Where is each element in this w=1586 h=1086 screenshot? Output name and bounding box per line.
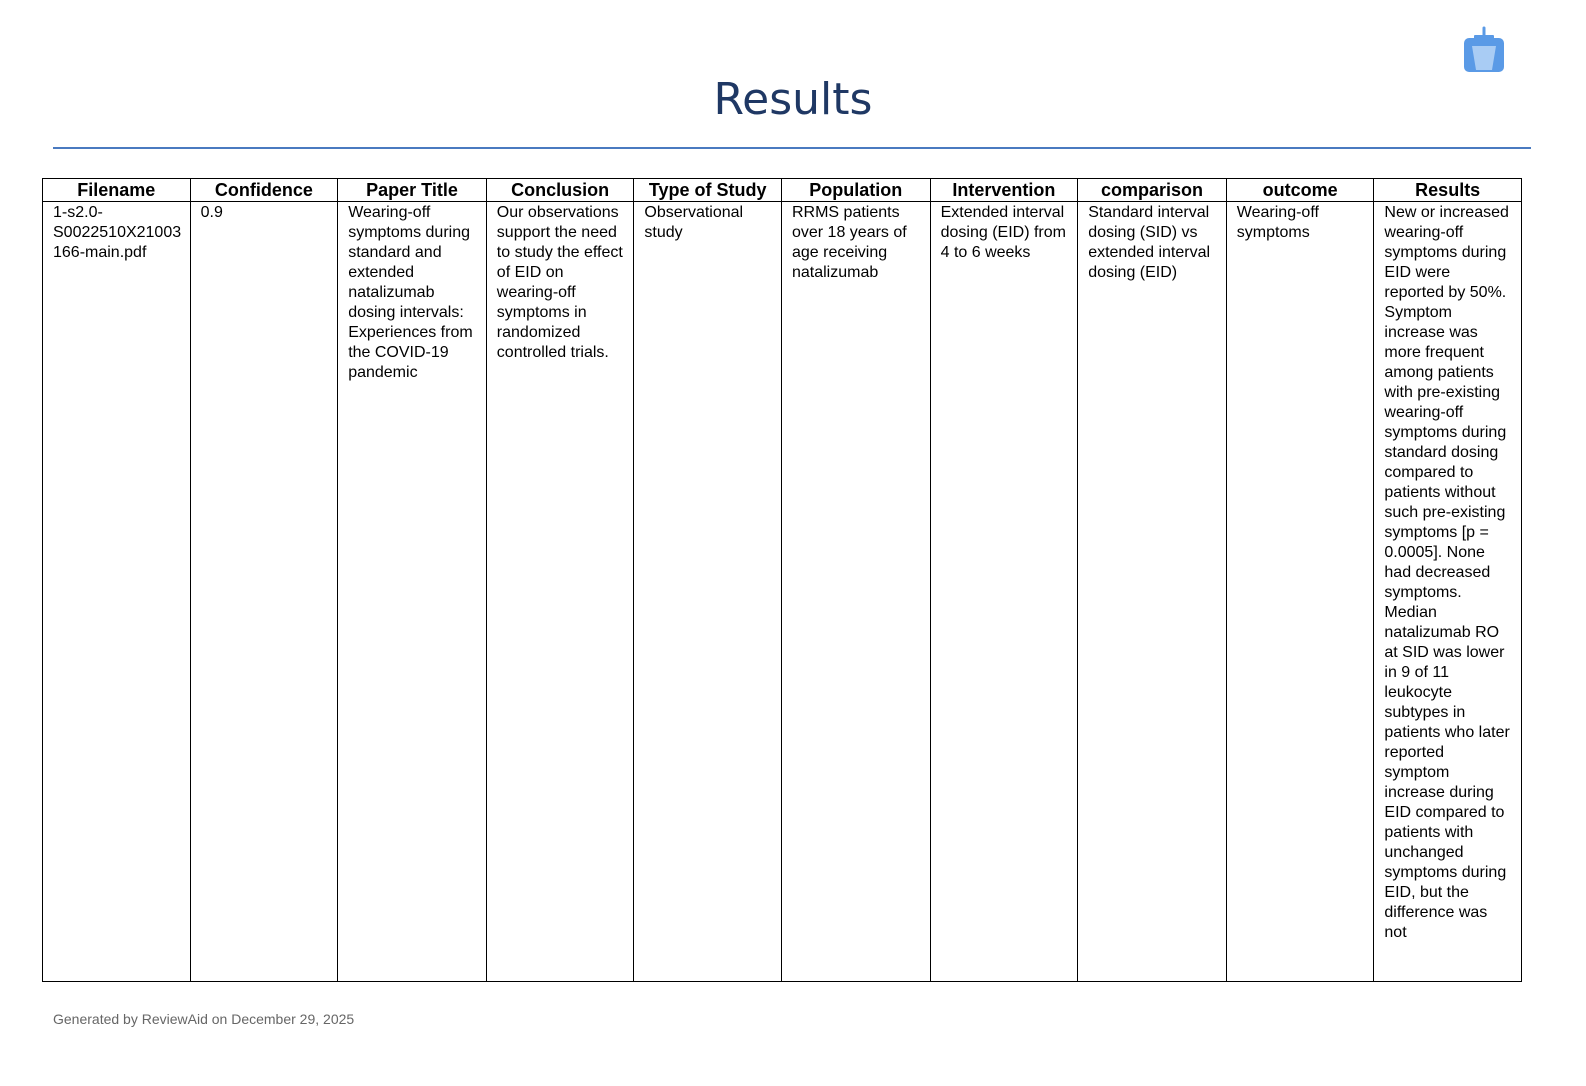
column-header-conclusion: Conclusion <box>486 179 634 202</box>
column-header-confidence: Confidence <box>190 179 338 202</box>
cell-results: New or increased wearing-off symptoms during EID were reported by 50%. Symptom increase was more frequent among patients with pre-existing wearing-off symptoms during standard dosing compared to patients without such pre-existing symptoms [p = 0.0005]. None had decreased symptoms. Median natalizumab RO at SID was lower in 9 of 11 leukocyte subtypes in patients who later reported symptom increase during EID compared to patients with unchanged symptoms during EID, but the difference was not <box>1374 202 1522 982</box>
reviewaid-logo-icon <box>1462 26 1506 74</box>
cell-confidence: 0.9 <box>190 202 338 982</box>
cell-outcome: Wearing-off symptoms <box>1226 202 1374 982</box>
column-header-intervention: Intervention <box>930 179 1078 202</box>
cell-type-of-study: Observational study <box>634 202 782 982</box>
title-divider <box>53 147 1531 149</box>
column-header-comparison: comparison <box>1078 179 1227 202</box>
column-header-paper-title: Paper Title <box>338 179 487 202</box>
cell-comparison: Standard interval dosing (SID) vs extended interval dosing (EID) <box>1078 202 1227 982</box>
column-header-type-of-study: Type of Study <box>634 179 782 202</box>
column-header-filename: Filename <box>43 179 191 202</box>
cell-conclusion: Our observations support the need to study the effect of EID on wearing-off symptoms in randomized controlled trials. <box>486 202 634 982</box>
cell-intervention: Extended interval dosing (EID) from 4 to 6 weeks <box>930 202 1078 982</box>
table-row <box>43 202 1522 982</box>
cell-population: RRMS patients over 18 years of age receiving natalizumab <box>781 202 930 982</box>
column-header-outcome: outcome <box>1226 179 1374 202</box>
column-header-population: Population <box>781 179 930 202</box>
table-header-row <box>43 179 1522 202</box>
column-header-results: Results <box>1374 179 1522 202</box>
results-table <box>42 178 1522 982</box>
cell-paper-title: Wearing-off symptoms during standard and extended natalizumab dosing intervals: Experiences from the COVID-19 pandemic <box>338 202 487 982</box>
cell-filename: 1-s2.0-S0022510X21003166-main.pdf <box>43 202 191 982</box>
generated-footer: Generated by ReviewAid on December 29, 2025 <box>53 1011 355 1027</box>
page-title: Results <box>713 74 873 125</box>
